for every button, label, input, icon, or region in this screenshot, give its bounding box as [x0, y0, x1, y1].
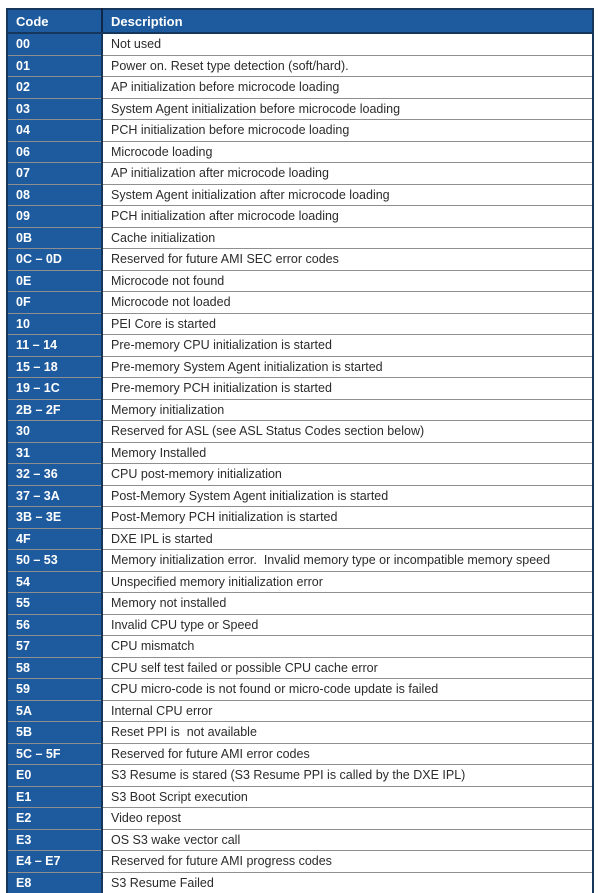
- code-cell: 32 – 36: [7, 464, 102, 486]
- code-cell: 3B – 3E: [7, 507, 102, 529]
- code-cell: 2B – 2F: [7, 399, 102, 421]
- column-header-description: Description: [102, 9, 593, 33]
- table-row: [7, 679, 593, 701]
- description-cell: Reserved for future AMI progress codes: [102, 851, 593, 873]
- table-row: [7, 614, 593, 636]
- code-cell: 56: [7, 614, 102, 636]
- table-row: [7, 442, 593, 464]
- description-cell: Unspecified memory initialization error: [102, 571, 593, 593]
- code-cell: 00: [7, 33, 102, 55]
- table-row: [7, 636, 593, 658]
- code-cell: 0C – 0D: [7, 249, 102, 271]
- description-cell: CPU self test failed or possible CPU cache error: [102, 657, 593, 679]
- header-row: [7, 9, 593, 33]
- description-cell: Microcode not loaded: [102, 292, 593, 314]
- description-cell: Post-Memory System Agent initialization is started: [102, 485, 593, 507]
- table-row: [7, 270, 593, 292]
- table-row: [7, 141, 593, 163]
- table-row: [7, 593, 593, 615]
- description-cell: Memory Installed: [102, 442, 593, 464]
- code-cell: E4 – E7: [7, 851, 102, 873]
- table-row: [7, 722, 593, 744]
- description-cell: Microcode not found: [102, 270, 593, 292]
- code-cell: 10: [7, 313, 102, 335]
- table-row: [7, 829, 593, 851]
- code-cell: 08: [7, 184, 102, 206]
- table-row: [7, 507, 593, 529]
- description-cell: S3 Resume Failed: [102, 872, 593, 893]
- description-cell: Not used: [102, 33, 593, 55]
- table-row: [7, 765, 593, 787]
- description-cell: Memory not installed: [102, 593, 593, 615]
- code-cell: 57: [7, 636, 102, 658]
- table-row: [7, 700, 593, 722]
- description-cell: PCH initialization after microcode loading: [102, 206, 593, 228]
- column-header-code: Code: [7, 9, 102, 33]
- code-cell: E0: [7, 765, 102, 787]
- description-cell: AP initialization before microcode loading: [102, 77, 593, 99]
- table-row: [7, 421, 593, 443]
- code-cell: 02: [7, 77, 102, 99]
- description-cell: Memory initialization error. Invalid memory type or incompatible memory speed: [102, 550, 593, 572]
- table-row: [7, 550, 593, 572]
- description-cell: S3 Resume is stared (S3 Resume PPI is called by the DXE IPL): [102, 765, 593, 787]
- description-cell: Pre-memory CPU initialization is started: [102, 335, 593, 357]
- table-row: [7, 851, 593, 873]
- description-cell: Pre-memory PCH initialization is started: [102, 378, 593, 400]
- code-cell: 09: [7, 206, 102, 228]
- code-cell: E8: [7, 872, 102, 893]
- code-cell: 31: [7, 442, 102, 464]
- table-row: [7, 163, 593, 185]
- table-row: [7, 98, 593, 120]
- code-cell: 0B: [7, 227, 102, 249]
- description-cell: DXE IPL is started: [102, 528, 593, 550]
- code-cell: 06: [7, 141, 102, 163]
- table-row: [7, 872, 593, 893]
- code-cell: 03: [7, 98, 102, 120]
- description-cell: Reserved for future AMI SEC error codes: [102, 249, 593, 271]
- code-cell: 54: [7, 571, 102, 593]
- table-row: [7, 378, 593, 400]
- description-cell: Pre-memory System Agent initialization is started: [102, 356, 593, 378]
- description-cell: AP initialization after microcode loading: [102, 163, 593, 185]
- code-cell: 11 – 14: [7, 335, 102, 357]
- code-cell: E1: [7, 786, 102, 808]
- code-cell: 07: [7, 163, 102, 185]
- table-row: [7, 335, 593, 357]
- table-row: [7, 786, 593, 808]
- code-cell: 37 – 3A: [7, 485, 102, 507]
- code-cell: 4F: [7, 528, 102, 550]
- table-row: [7, 657, 593, 679]
- table-row: [7, 571, 593, 593]
- table-row: [7, 206, 593, 228]
- code-cell: 04: [7, 120, 102, 142]
- table-row: [7, 464, 593, 486]
- description-cell: S3 Boot Script execution: [102, 786, 593, 808]
- table-row: [7, 184, 593, 206]
- table-row: [7, 77, 593, 99]
- table-row: [7, 120, 593, 142]
- table-row: [7, 356, 593, 378]
- table-row: [7, 292, 593, 314]
- description-cell: CPU mismatch: [102, 636, 593, 658]
- table-row: [7, 249, 593, 271]
- description-cell: PEI Core is started: [102, 313, 593, 335]
- code-cell: 55: [7, 593, 102, 615]
- table-row: [7, 227, 593, 249]
- code-cell: 58: [7, 657, 102, 679]
- code-cell: 15 – 18: [7, 356, 102, 378]
- description-cell: Microcode loading: [102, 141, 593, 163]
- description-cell: Reset PPI is not available: [102, 722, 593, 744]
- table-row: [7, 313, 593, 335]
- description-cell: Invalid CPU type or Speed: [102, 614, 593, 636]
- description-cell: Power on. Reset type detection (soft/hard).: [102, 55, 593, 77]
- code-cell: 59: [7, 679, 102, 701]
- table-row: [7, 808, 593, 830]
- code-cell: 50 – 53: [7, 550, 102, 572]
- description-cell: Internal CPU error: [102, 700, 593, 722]
- description-cell: Memory initialization: [102, 399, 593, 421]
- description-cell: PCH initialization before microcode loading: [102, 120, 593, 142]
- description-cell: Post-Memory PCH initialization is started: [102, 507, 593, 529]
- table-row: [7, 485, 593, 507]
- table-row: [7, 55, 593, 77]
- description-cell: CPU post-memory initialization: [102, 464, 593, 486]
- description-cell: Reserved for ASL (see ASL Status Codes section below): [102, 421, 593, 443]
- code-cell: E3: [7, 829, 102, 851]
- description-cell: OS S3 wake vector call: [102, 829, 593, 851]
- code-cell: 5B: [7, 722, 102, 744]
- table-row: [7, 33, 593, 55]
- description-cell: Reserved for future AMI error codes: [102, 743, 593, 765]
- code-cell: 5A: [7, 700, 102, 722]
- table-row: [7, 399, 593, 421]
- code-cell: 01: [7, 55, 102, 77]
- table-row: [7, 743, 593, 765]
- description-cell: System Agent initialization before microcode loading: [102, 98, 593, 120]
- table-row: [7, 528, 593, 550]
- post-code-table: [6, 8, 594, 893]
- description-cell: Video repost: [102, 808, 593, 830]
- code-cell: 0E: [7, 270, 102, 292]
- code-cell: 30: [7, 421, 102, 443]
- code-cell: 5C – 5F: [7, 743, 102, 765]
- description-cell: CPU micro-code is not found or micro-code update is failed: [102, 679, 593, 701]
- code-cell: E2: [7, 808, 102, 830]
- description-cell: System Agent initialization after microcode loading: [102, 184, 593, 206]
- code-cell: 0F: [7, 292, 102, 314]
- description-cell: Cache initialization: [102, 227, 593, 249]
- code-cell: 19 – 1C: [7, 378, 102, 400]
